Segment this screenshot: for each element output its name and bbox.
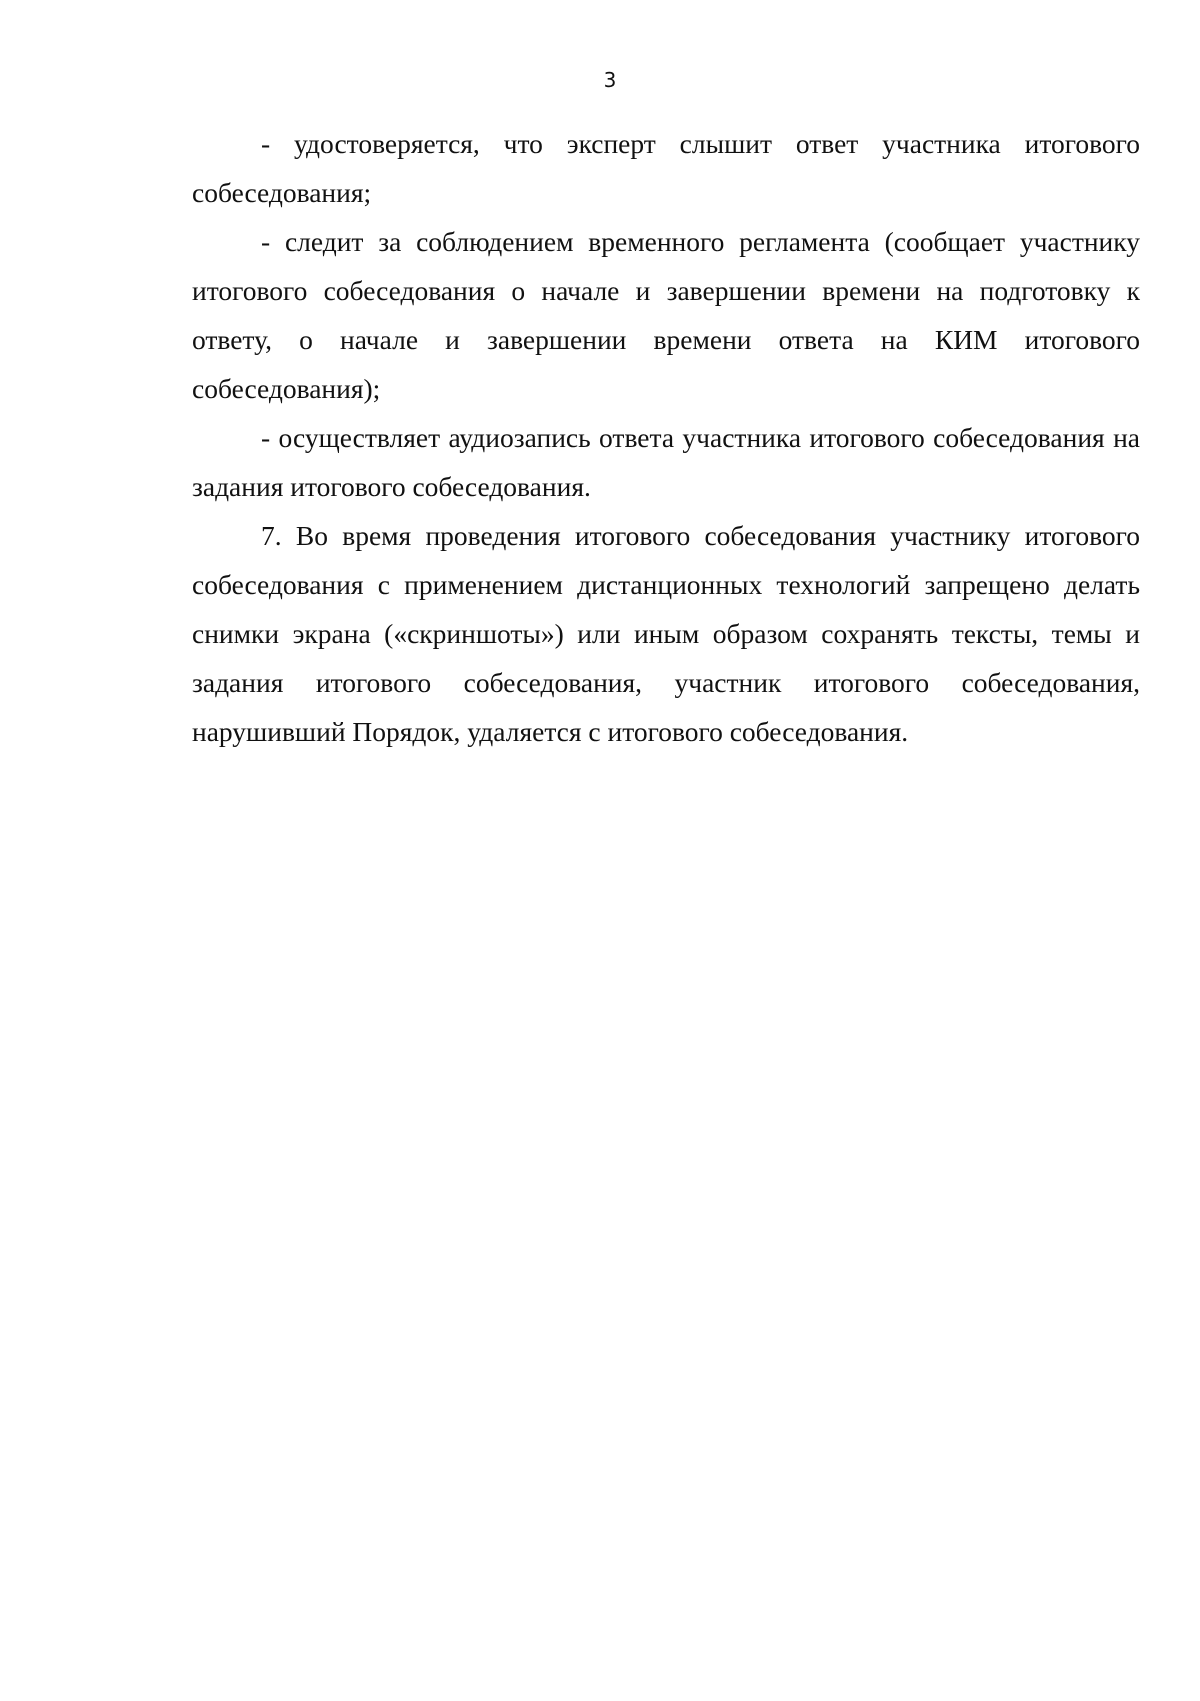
paragraph-audio-recording: - осуществляет аудиозапись ответа участника итогового собеседования на задания итогового собеседования. bbox=[192, 422, 1140, 502]
page-number: 3 bbox=[603, 68, 617, 92]
paragraph-time-regulation: - следит за соблюдением временного регламента (сообщает участнику итогового собеседования о начале и завершении времени на подготовку к ответу, о начале и завершении времени ответа на КИМ итогового собеседования); bbox=[192, 226, 1140, 404]
paragraph-expert-hears: - удостоверяется, что эксперт слышит ответ участника итогового собеседования; bbox=[192, 128, 1140, 208]
document-body bbox=[192, 119, 1140, 756]
paragraph-item-7-screenshots: 7. Во время проведения итогового собеседования участнику итогового собеседования с применением дистанционных технологий запрещено делать снимки экрана («скриншоты») или иным образом сохранять тексты, темы и задания итогового собеседования, участник итогового собеседования, нарушивший Порядок, удаляется с итогового собеседования. bbox=[192, 520, 1140, 747]
